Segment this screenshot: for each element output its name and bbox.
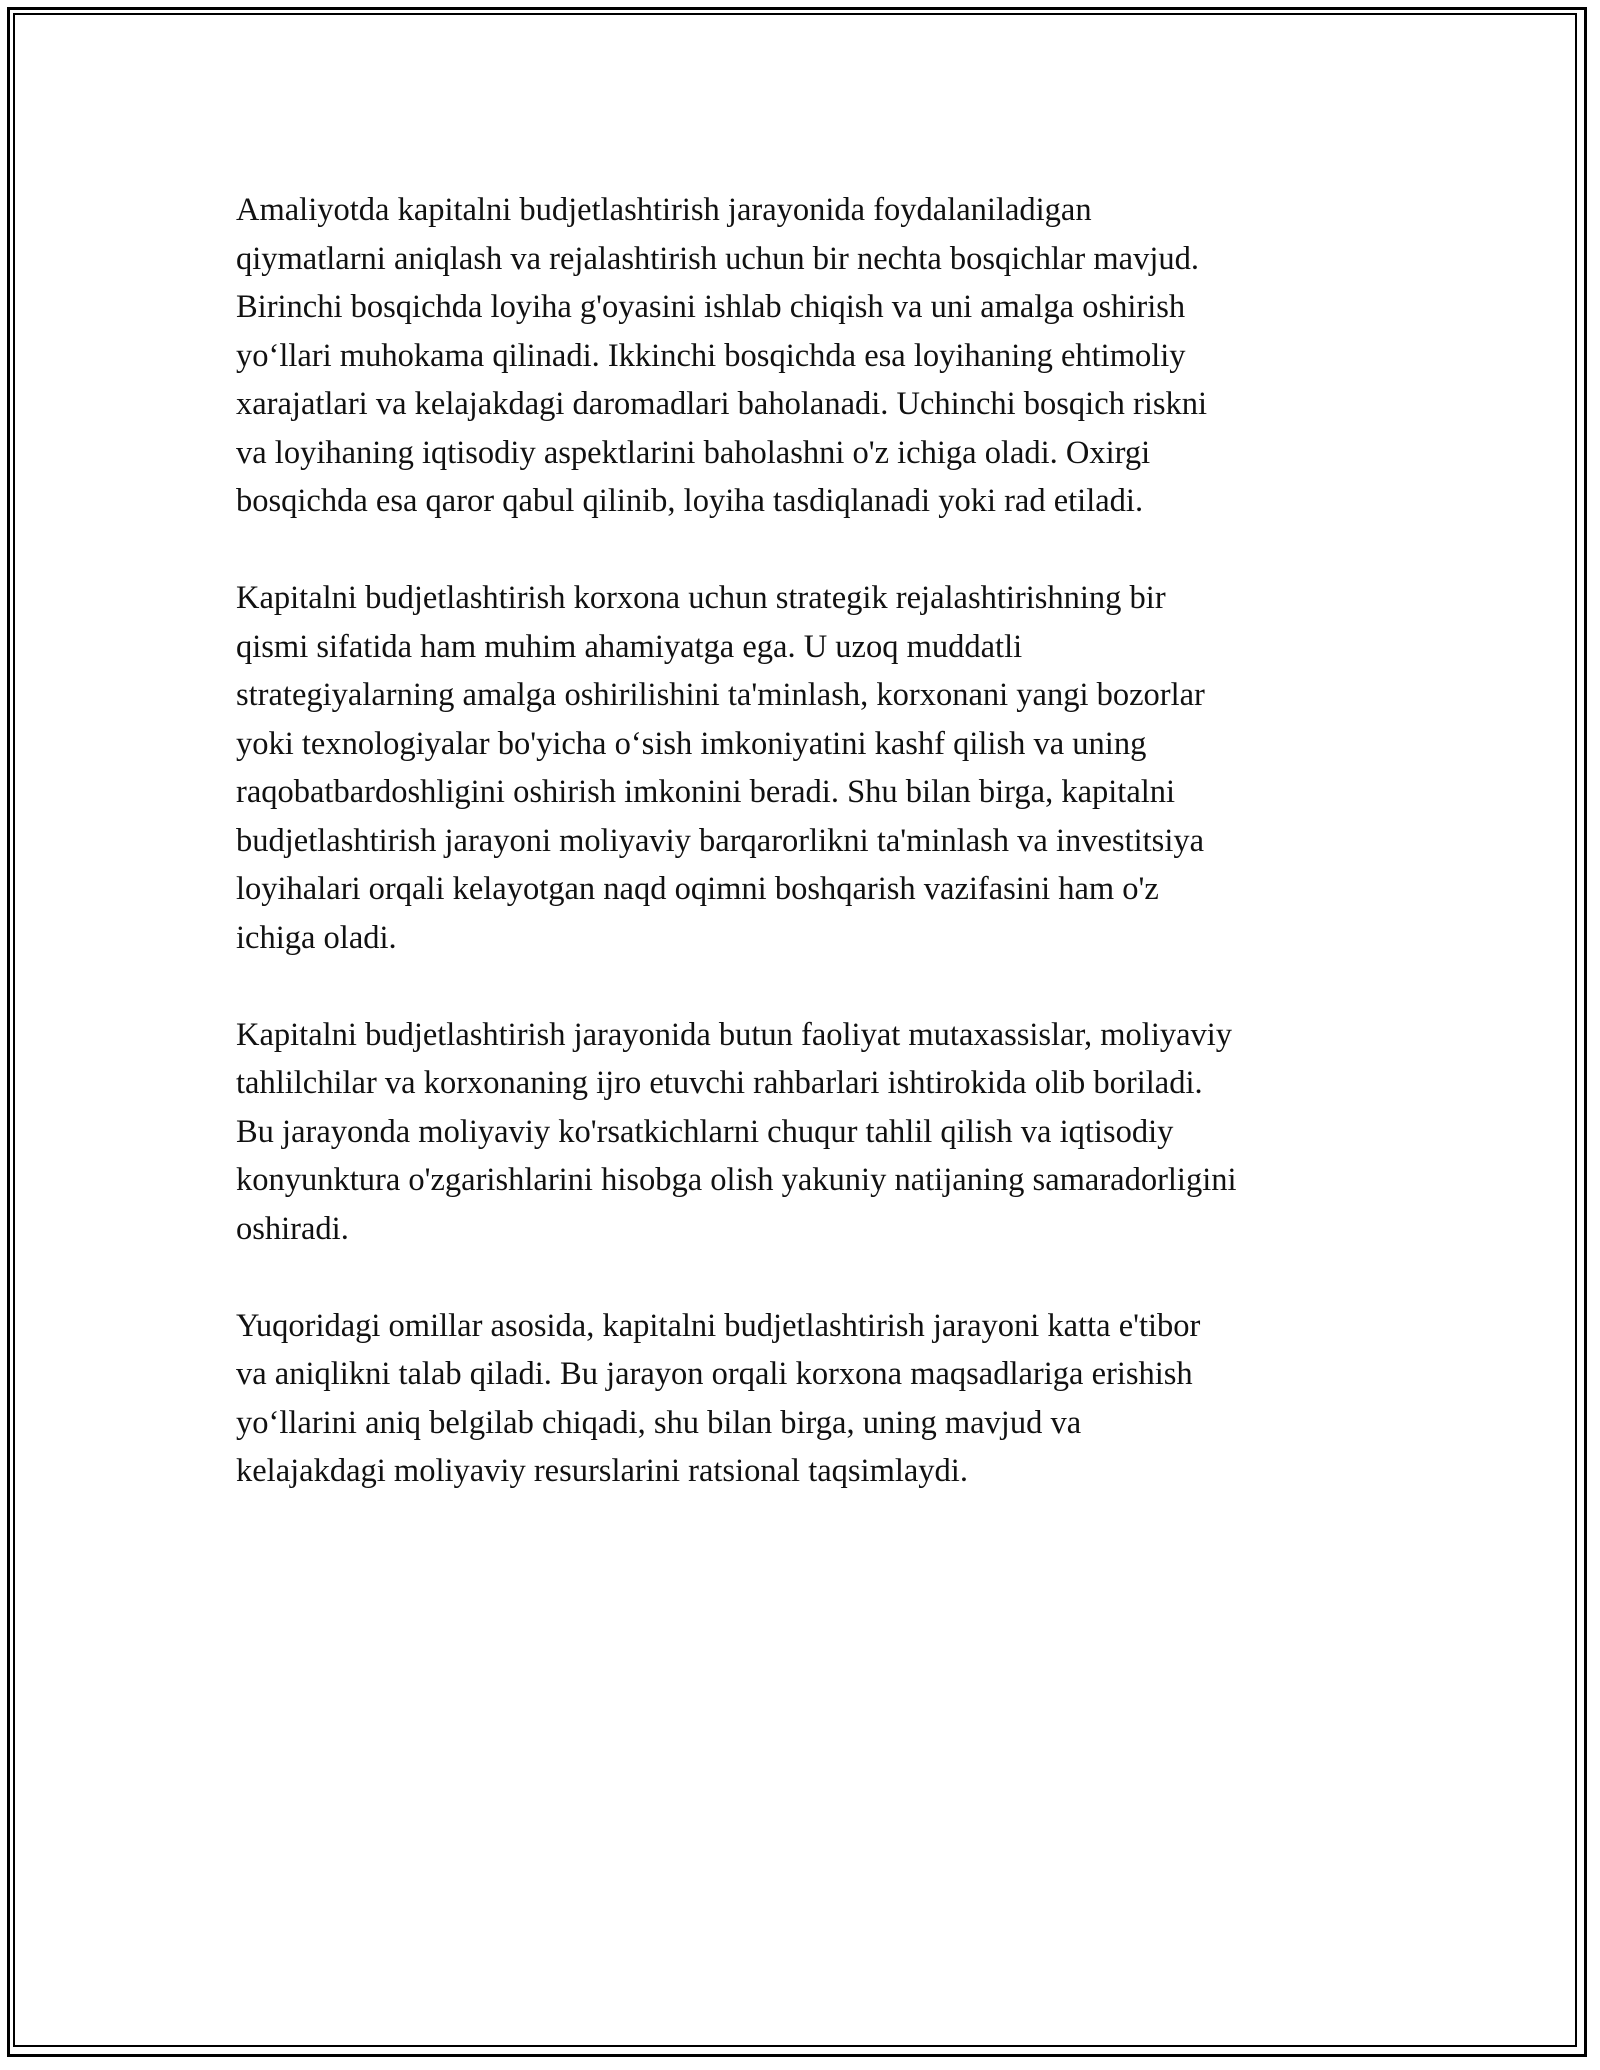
text-line: yo‘llarini aniq belgilab chiqadi, shu bilan birga, uning mavjud va <box>236 1404 1082 1441</box>
text-line: yo‘llari muhokama qilinadi. Ikkinchi bosqichda esa loyihaning ehtimoliy <box>236 337 1186 374</box>
paragraph-1 <box>236 186 1366 526</box>
text-line: kelajakdagi moliyaviy resurslarini ratsional taqsimlaydi. <box>236 1453 968 1489</box>
text-line: qismi sifatida ham muhim ahamiyatga ega. U uzoq muddatli <box>236 628 1023 665</box>
document-body <box>236 186 1366 1544</box>
paragraph-4 <box>236 1302 1366 1496</box>
text-line: konyunktura o'zgarishlarini hisobga olish yakuniy natijaning samaradorligini <box>236 1162 1237 1198</box>
text-line: tahlilchilar va korxonaning ijro etuvchi rahbarlari ishtirokida olib boriladi. <box>236 1065 1203 1101</box>
text-line: qiymatlarni aniqlash va rejalashtirish uchun bir nechta bosqichlar mavjud. <box>236 240 1199 277</box>
text-line: strategiyalarning amalga oshirilishini ta'minlash, korxonani yangi bozorlar <box>236 677 1205 713</box>
text-line: Bu jarayonda moliyaviy ko'rsatkichlarni chuqur tahlil qilish va iqtisodiy <box>236 1113 1174 1150</box>
paragraph-3 <box>236 1011 1366 1254</box>
text-line: Kapitalni budjetlashtirish jarayonida butun faoliyat mutaxassislar, moliyaviy <box>236 1016 1233 1053</box>
text-line: xarajatlari va kelajakdagi daromadlari baholanadi. Uchinchi bosqich riskni <box>236 386 1208 422</box>
text-line: va loyihaning iqtisodiy aspektlarini baholashni o'z ichiga oladi. Oxirgi <box>236 434 1151 471</box>
text-line: oshiradi. <box>236 1210 349 1247</box>
text-line: bosqichda esa qaror qabul qilinib, loyiha tasdiqlanadi yoki rad etiladi. <box>236 483 1144 519</box>
text-line: budjetlashtirish jarayoni moliyaviy barqarorlikni ta'minlash va investitsiya <box>236 822 1205 859</box>
text-line: va aniqlikni talab qiladi. Bu jarayon orqali korxona maqsadlariga erishish <box>236 1356 1193 1392</box>
text-line: Amaliyotda kapitalni budjetlashtirish jarayonida foydalaniladigan <box>236 192 1092 228</box>
text-line: raqobatbardoshligini oshirish imkonini beradi. Shu bilan birga, kapitalni <box>236 774 1176 810</box>
text-line: ichiga oladi. <box>236 919 397 956</box>
text-line: Kapitalni budjetlashtirish korxona uchun strategik rejalashtirishning bir <box>236 580 1166 616</box>
text-line: loyihalari orqali kelayotgan naqd oqimni boshqarish vazifasini ham o'z <box>236 871 1159 907</box>
paragraph-2 <box>236 574 1366 962</box>
text-line: Yuqoridagi omillar asosida, kapitalni budjetlashtirish jarayoni katta e'tibor <box>236 1307 1201 1344</box>
text-line: yoki texnologiyalar bo'yicha o‘sish imkoniyatini kashf qilish va uning <box>236 725 1147 762</box>
text-line: Birinchi bosqichda loyiha g'oyasini ishlab chiqish va uni amalga oshirish <box>236 289 1186 325</box>
